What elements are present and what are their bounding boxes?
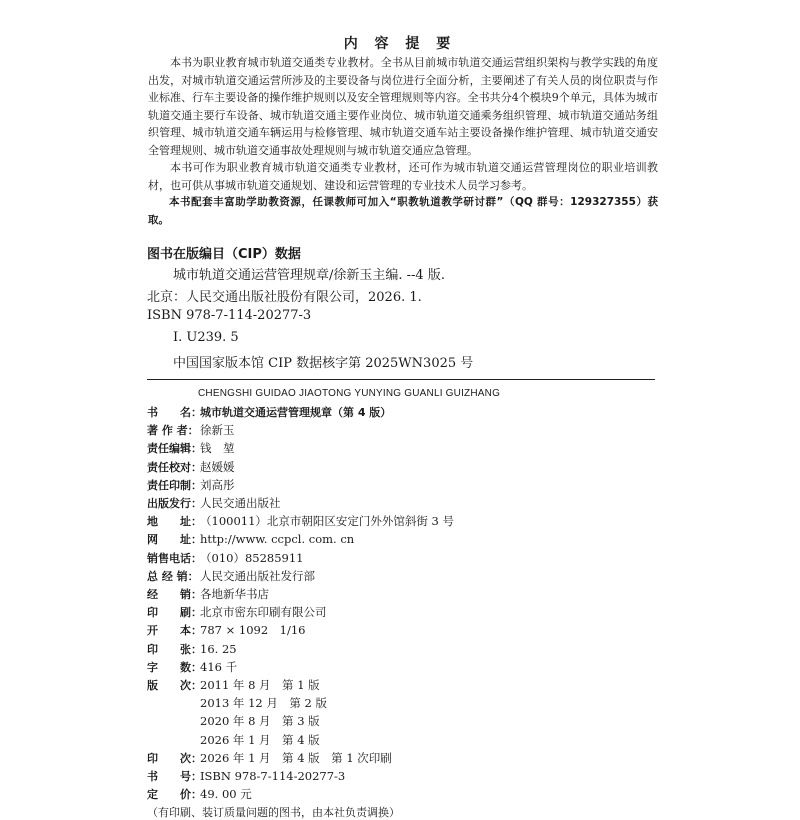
cip-isbn-line: ISBN 978-7-114-20277-3 xyxy=(147,308,312,323)
row-value: 城市轨道交通运营管理规章（第 4 版） xyxy=(200,406,392,419)
row-label: 经 销： xyxy=(147,588,202,601)
row-value: 北京市密东印刷有限公司 xyxy=(200,605,327,620)
row-label: 出版发行： xyxy=(147,497,202,510)
row-label: 总 经 销： xyxy=(147,569,199,583)
row-value: 416 千 xyxy=(200,659,238,674)
row-label: 印 刷： xyxy=(147,606,202,620)
colophon-row-author xyxy=(147,422,235,438)
row-value: ISBN 978-7-114-20277-3 xyxy=(200,769,346,783)
cip-data-number-line: 中国国家版本馆 CIP 数据核字第 2025WN3025 号 xyxy=(173,356,474,371)
row-label: 网 址： xyxy=(147,533,202,547)
cip-heading: 图书在版编目（CIP）数据 xyxy=(147,247,301,262)
footer-note: （有印刷、装订质量问题的图书，由本社负责调换） xyxy=(147,806,400,820)
row-label: 著 作 者： xyxy=(147,424,199,438)
row-label: 开 本： xyxy=(147,624,202,638)
row-label: 书 名： xyxy=(147,406,202,419)
colophon-row-sales-phone xyxy=(147,550,303,566)
row-label: 印 次： xyxy=(147,751,202,765)
colophon-row-website xyxy=(147,531,354,547)
pinyin-title: CHENGSHI GUIDAO JIAOTONG YUNYING GUANLI GUIZHANG xyxy=(198,388,501,399)
row-value: 赵媛媛 xyxy=(200,459,235,474)
colophon-row-distributor xyxy=(147,586,269,602)
colophon-row-format xyxy=(147,622,306,638)
row-value: （010）85285911 xyxy=(200,550,304,565)
row-value: 2026 年 1 月 第 4 版 第 1 次印刷 xyxy=(200,750,392,765)
divider-line xyxy=(147,379,655,380)
row-value: （100011）北京市朝阳区安定门外外馆斜街 3 号 xyxy=(200,514,455,529)
colophon-row-impression xyxy=(147,750,392,766)
colophon-row-address xyxy=(147,513,454,529)
row-value: 刘高彤 xyxy=(200,477,235,492)
row-label: 地 址： xyxy=(147,515,202,529)
cip-publisher-line: 北京：人民交通出版社股份有限公司，2026. 1. xyxy=(147,290,422,305)
row-label: 责任校对： xyxy=(147,460,202,474)
row-value: 钱 堃 xyxy=(200,441,235,456)
row-label: 责任编辑： xyxy=(147,442,202,456)
colophon-row-printer xyxy=(147,604,327,620)
row-label: 销售电话： xyxy=(147,551,202,565)
row-label: 责任印制： xyxy=(147,478,202,492)
row-label: 书 号： xyxy=(147,770,202,783)
summary-body xyxy=(148,54,658,229)
row-label: 定 价： xyxy=(147,788,202,802)
row-value: 各地新华书店 xyxy=(200,587,269,601)
row-value: 人民交通出版社发行部 xyxy=(200,568,315,583)
edition-continued: 2020 年 8 月 第 3 版 xyxy=(200,714,320,729)
colophon-row-isbn xyxy=(147,768,345,784)
colophon-row-publisher xyxy=(147,495,281,511)
row-value: 787 × 1092 1/16 xyxy=(200,623,306,638)
row-label: 印 张： xyxy=(147,642,202,656)
summary-title: 内 容 提 要 xyxy=(343,36,457,52)
colophon-row-word-count xyxy=(147,659,237,675)
edition-continued: 2013 年 12 月 第 2 版 xyxy=(200,696,327,711)
resource-note: 本书配套丰富助学助教资源，任课教师可加入“职教轨道教学研讨群”（QQ 群号：129327355）获取。 xyxy=(148,196,658,226)
row-value: 2011 年 8 月 第 1 版 xyxy=(200,678,320,692)
colophon-row-general-distributor xyxy=(147,568,315,584)
colophon-row-title xyxy=(147,404,391,420)
summary-paragraph: 本书可作为职业教育城市轨道交通类专业教材，还可作为城市轨道交通运营管理岗位的职业培训教材，也可供从事城市轨道交通规划、建设和运营管理的专业技术人员学习参考。 xyxy=(148,161,658,192)
colophon-row-edition xyxy=(147,677,320,693)
row-value: 49. 00 元 xyxy=(200,787,252,802)
cip-title-line: 城市轨道交通运营管理规章/徐新玉主编. --4 版. xyxy=(173,268,445,283)
row-value: 人民交通出版社 xyxy=(200,496,281,510)
edition-continued: 2026 年 1 月 第 4 版 xyxy=(200,732,320,747)
row-value: 徐新玉 xyxy=(200,423,235,438)
colophon-row-editor xyxy=(147,440,235,456)
colophon-row-sheets xyxy=(147,641,237,657)
row-label: 字 数： xyxy=(147,660,202,674)
row-value: http://www. ccpcl. com. cn xyxy=(200,532,355,547)
summary-paragraph: 本书为职业教育城市轨道交通类专业教材。全书从目前城市轨道交通运营组织架构与教学实践的角度出发，对城市轨道交通运营所涉及的主要设备与岗位进行全面分析，主要阐述了有关人员的岗位职责与作业标准、行车主要设备的操作维护规则以及安全管理规则等内容。全书共分4个模块9个单元，具体为城市轨道交通主要行车设备、城市轨道交通主要作业岗位、城市轨道交通乘务组织管理、城市轨道交通站务组织管理、城市轨道交通车辆运用与检修管理、城市轨道交通车站主要设备操作维护管理、城市轨道交通安全管理规则、城市轨道交通事故处理规则与城市轨道交通应急管理。 xyxy=(148,56,658,157)
cip-class-line: Ⅰ. U239. 5 xyxy=(173,330,239,345)
row-value: 16. 25 xyxy=(200,641,237,656)
colophon-row-proofreader xyxy=(147,459,235,475)
row-label: 版 次： xyxy=(147,679,202,692)
colophon-row-printing-supervisor xyxy=(147,477,235,493)
